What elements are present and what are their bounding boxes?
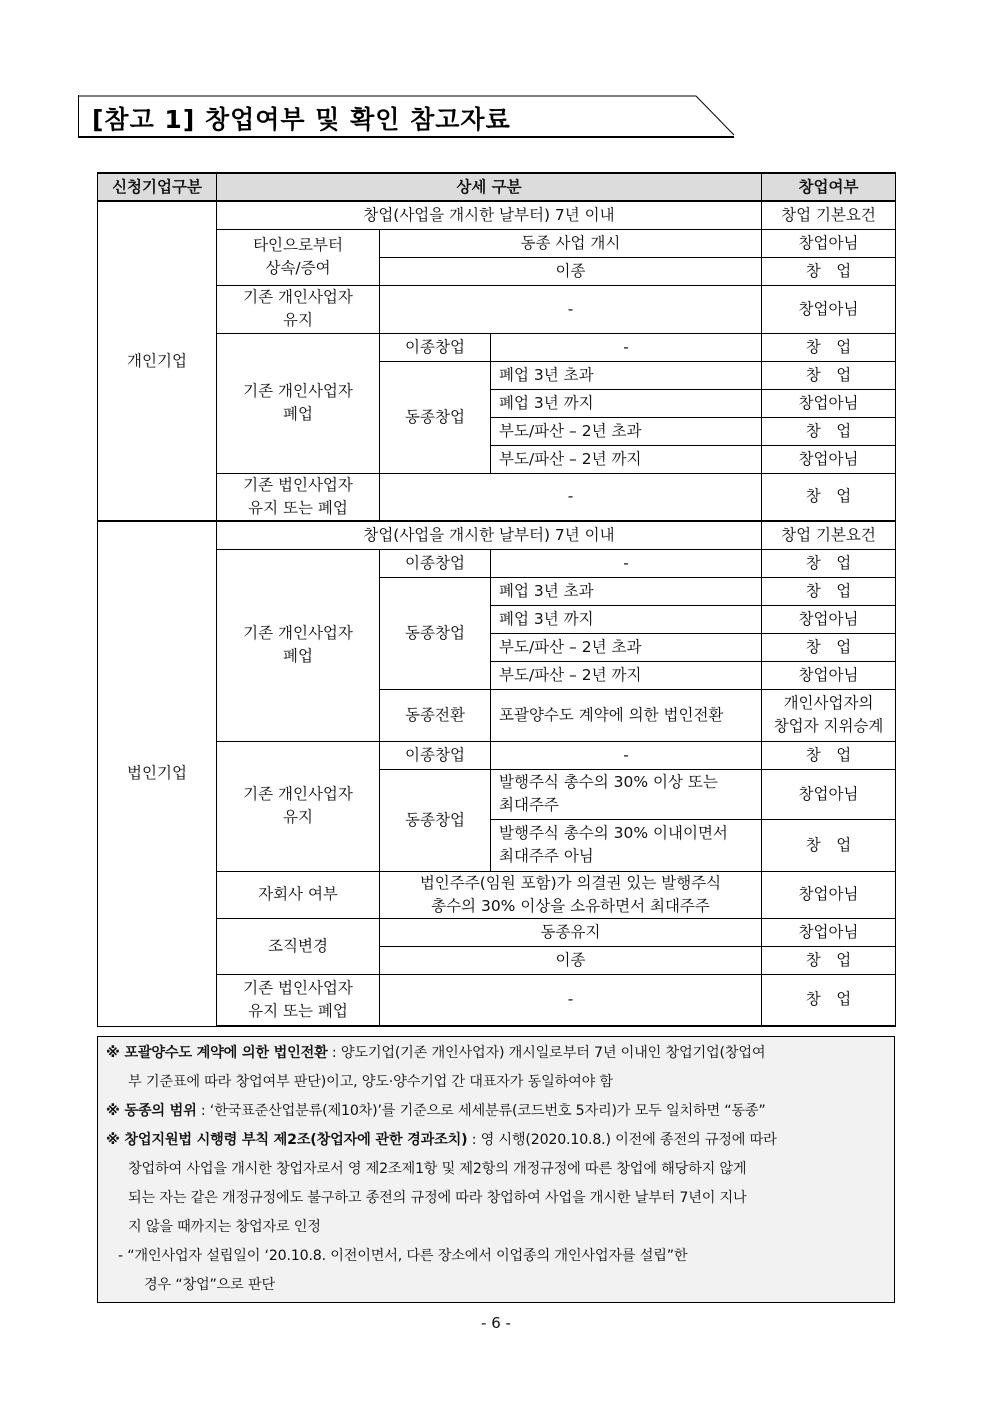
table-cell: 창업(사업을 개시한 날부터) 7년 이내 <box>217 201 762 229</box>
table-cell: 동종전환 <box>380 689 491 741</box>
table-cell: 폐업 3년 까지 <box>491 605 762 633</box>
table-cell: 동종창업 <box>380 769 491 871</box>
page-title-banner <box>78 95 738 139</box>
result-cell: 창 업 <box>762 577 896 605</box>
note-line: 경우 “창업”으로 판단 <box>144 1277 275 1293</box>
table-cell: 동종창업 <box>380 361 491 473</box>
result-cell: 창업 기본요건 <box>762 521 896 549</box>
result-cell: 창 업 <box>762 741 896 769</box>
table-cell: 동종창업 <box>380 577 491 689</box>
result-cell: 창 업 <box>762 633 896 661</box>
table-cell: 타인으로부터 상속/증여 <box>217 229 380 285</box>
header-company-type: 신청기업구분 <box>98 173 217 201</box>
page-title: [참고 1] 창업여부 및 확인 참고자료 <box>92 105 511 134</box>
result-cell: 창업아님 <box>762 285 896 333</box>
table-row <box>98 741 896 769</box>
result-cell: 창업아님 <box>762 605 896 633</box>
note-line <box>106 1097 894 1126</box>
table-cell: 부도/파산 – 2년 초과 <box>491 633 762 661</box>
table-header-row <box>98 173 896 201</box>
table-row <box>98 333 896 361</box>
table-cell: 이종창업 <box>380 741 491 769</box>
result-cell: 창 업 <box>762 473 896 521</box>
personal-company-label: 개인기업 <box>98 201 217 521</box>
table-cell: 기존 법인사업자 유지 또는 폐업 <box>217 974 380 1026</box>
table-cell: - <box>380 473 762 521</box>
note-heading: ※ 창업지원법 시행령 부칙 제2조(창업자에 관한 경과조치) <box>106 1132 468 1148</box>
table-row <box>98 285 896 333</box>
table-cell: 기존 개인사업자 폐업 <box>217 549 380 741</box>
result-cell: 창 업 <box>762 946 896 974</box>
notes-box <box>97 1036 895 1303</box>
note-line: 되는 자는 같은 개정규정에도 불구하고 종전의 규정에 따라 창업하여 사업을 개시한 날부터 7년이 지나 <box>128 1190 747 1206</box>
table-cell: 기존 개인사업자 유지 <box>217 285 380 333</box>
table-cell: 폐업 3년 초과 <box>491 577 762 605</box>
result-cell: 창 업 <box>762 819 896 871</box>
table-row <box>98 521 896 549</box>
note-text: : 영 시행(2020.10.8.) 이전에 종전의 규정에 따라 <box>467 1132 777 1148</box>
table-cell: 폐업 3년 초과 <box>491 361 762 389</box>
result-cell: 창 업 <box>762 974 896 1026</box>
table-row <box>98 229 896 257</box>
table-cell: 부도/파산 – 2년 까지 <box>491 661 762 689</box>
note-line <box>106 1039 894 1068</box>
note-line <box>106 1126 894 1155</box>
table-cell: 동종 사업 개시 <box>380 229 762 257</box>
result-cell: 개인사업자의 창업자 지위승계 <box>762 689 896 741</box>
result-cell: 창업아님 <box>762 918 896 946</box>
table-cell: 기존 법인사업자 유지 또는 폐업 <box>217 473 380 521</box>
note-heading: ※ 동종의 범위 <box>106 1103 197 1119</box>
table-cell: 이종창업 <box>380 333 491 361</box>
header-startup-status: 창업여부 <box>762 173 896 201</box>
table-cell: 발행주식 총수의 30% 이상 또는 최대주주 <box>491 769 762 819</box>
note-line: 창업하여 사업을 개시한 창업자로서 영 제2조제1항 및 제2항의 개정규정에 따른 창업에 해당하지 않게 <box>128 1161 747 1177</box>
result-cell: 창업아님 <box>762 871 896 918</box>
table-row <box>98 974 896 1026</box>
table-cell: 자회사 여부 <box>217 871 380 918</box>
table-cell: - <box>491 549 762 577</box>
table-cell: 동종유지 <box>380 918 762 946</box>
table-cell: 폐업 3년 까지 <box>491 389 762 417</box>
result-cell: 창업아님 <box>762 661 896 689</box>
result-cell: 창 업 <box>762 361 896 389</box>
table-cell: 포괄양수도 계약에 의한 법인전환 <box>491 689 762 741</box>
table-cell: - <box>380 974 762 1026</box>
table-cell: 창업(사업을 개시한 날부터) 7년 이내 <box>217 521 762 549</box>
table-row <box>98 871 896 918</box>
table-row <box>98 201 896 229</box>
result-cell: 창업아님 <box>762 229 896 257</box>
table-cell: 이종 <box>380 257 762 285</box>
table-cell: 발행주식 총수의 30% 이내이면서 최대주주 아님 <box>491 819 762 871</box>
note-text: : ‘한국표준산업분류(제10차)’를 기준으로 세세분류(코드번호 5자리)가 모두 일치하면 “동종” <box>196 1103 766 1119</box>
table-row <box>98 918 896 946</box>
result-cell: 창 업 <box>762 417 896 445</box>
table-cell: - <box>380 285 762 333</box>
table-cell: - <box>491 333 762 361</box>
result-cell: 창업아님 <box>762 445 896 473</box>
result-cell: 창 업 <box>762 257 896 285</box>
table-row <box>98 473 896 521</box>
note-text: : 양도기업(기존 개인사업자) 개시일로부터 7년 이내인 창업기업(창업여 <box>327 1045 766 1061</box>
result-cell: 창업아님 <box>762 769 896 819</box>
startup-criteria-table <box>97 172 896 1027</box>
result-cell: 창업 기본요건 <box>762 201 896 229</box>
table-cell: 부도/파산 – 2년 까지 <box>491 445 762 473</box>
corporate-company-label: 법인기업 <box>98 521 217 1026</box>
note-line: 부 기준표에 따라 창업여부 판단)이고, 양도·양수기업 간 대표자가 동일하여야 함 <box>128 1074 613 1090</box>
table-cell: 부도/파산 – 2년 초과 <box>491 417 762 445</box>
table-cell: 기존 개인사업자 폐업 <box>217 333 380 473</box>
note-line: - “개인사업자 설립일이 ‘20.10.8. 이전이면서, 다른 장소에서 이업종의 개인사업자를 설립”한 <box>118 1248 688 1264</box>
table-row <box>98 549 896 577</box>
header-detail: 상세 구분 <box>217 173 762 201</box>
table-cell: 이종창업 <box>380 549 491 577</box>
table-cell: 이종 <box>380 946 762 974</box>
result-cell: 창업아님 <box>762 389 896 417</box>
table-cell: 법인주주(임원 포함)가 의결권 있는 발행주식 총수의 30% 이상을 소유하면서 최대주주 <box>380 871 762 918</box>
note-heading: ※ 포괄양수도 계약에 의한 법인전환 <box>106 1045 328 1061</box>
page-number: - 6 - <box>481 1314 511 1332</box>
result-cell: 창 업 <box>762 333 896 361</box>
table-cell: 조직변경 <box>217 918 380 974</box>
table-cell: 기존 개인사업자 유지 <box>217 741 380 871</box>
result-cell: 창 업 <box>762 549 896 577</box>
table-cell: - <box>491 741 762 769</box>
note-line: 지 않을 때까지는 창업자로 인정 <box>128 1219 321 1235</box>
